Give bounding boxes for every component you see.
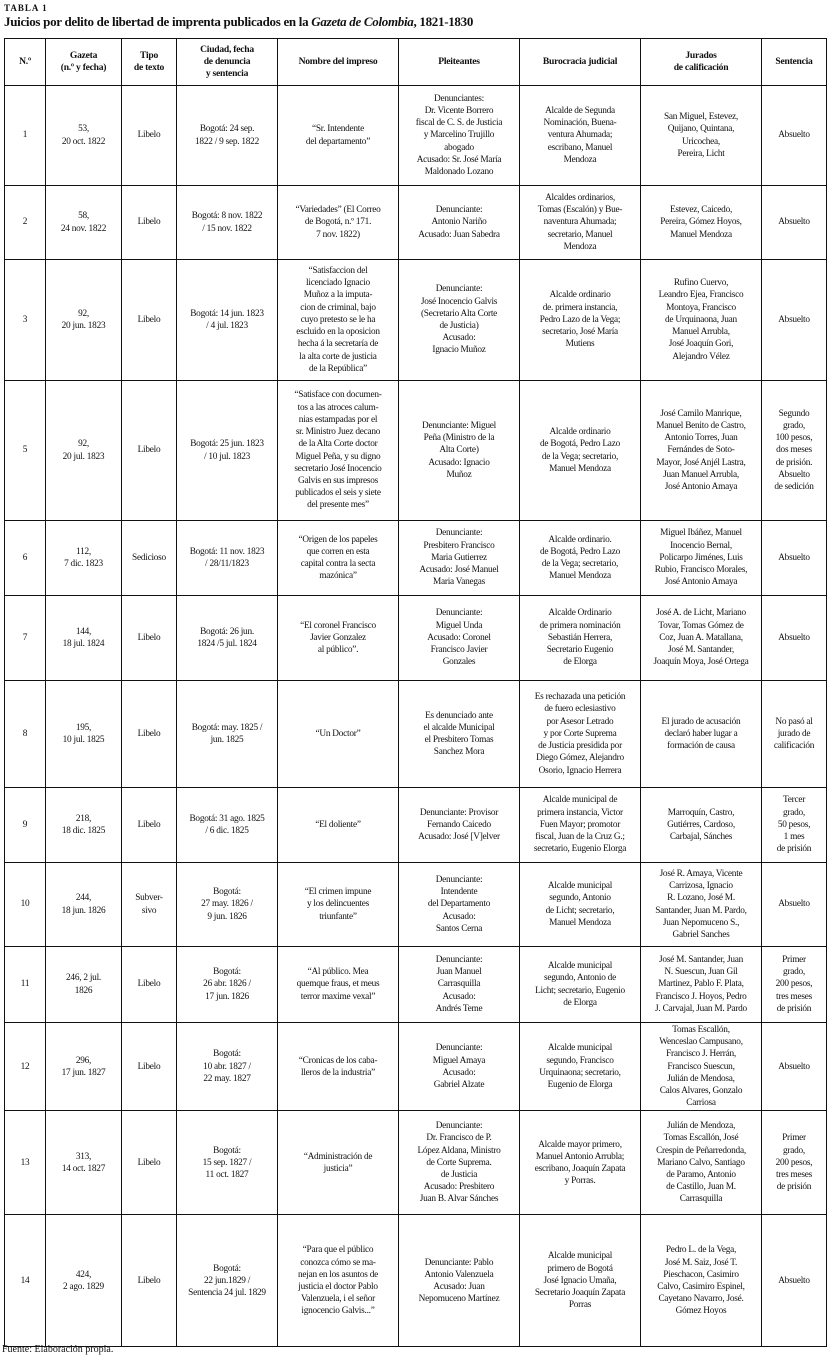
cell-jurados: Marroquín, Castro, Gutiérres, Cardoso, Carbajal, Sánches	[641, 788, 762, 863]
cell-ciudad: Bogotá: 14 jun. 1823 / 4 jul. 1823	[177, 260, 278, 381]
cell-burocracia: Alcalde mayor primero, Manuel Antonio Arrubla; escribano, Joaquín Zapata y Porras.	[520, 1111, 641, 1215]
table-title	[4, 14, 473, 30]
cell-pleiteantes: Denunciantes: Dr. Vicente Borrero fiscal de C. S. de Justicia y Marcelino Trujillo abogado Acusado: Sr. José María Maldonado Lozano	[399, 86, 520, 186]
cell-gazeta: 112, 7 dic. 1823	[46, 521, 122, 596]
cell-nombre: “El coronel Francisco Javier Gonzalez al público”.	[278, 596, 399, 681]
cell-pleiteantes: Denunciante: Miguel Amaya Acusado: Gabriel Alzate	[399, 1023, 520, 1111]
cell-pleiteantes: Denunciante: Presbitero Francisco Maria Gutierrez Acusado: José Manuel Maria Vanegas	[399, 521, 520, 596]
table-row	[5, 947, 827, 1023]
table-row	[5, 381, 827, 521]
cell-pleiteantes: Denunciante: Juan Manuel Carrasquilla Acusado: Andrés Teme	[399, 947, 520, 1023]
cell-burocracia: Es rechazada una petición de fuero eclesiastivo por Asesor Letrado y por Corte Suprema de Justicia presidida por Diego Gómez, Alejandro Osorio, Ignacio Herrera	[520, 681, 641, 788]
cell-jurados: José M. Santander, Juan N. Suescun, Juan Gil Martinez, Pablo F. Plata, Francisco J. Hoyos, Pedro J. Carvajal, Juan M. Pardo	[641, 947, 762, 1023]
header-nombre-impreso: Nombre del impreso	[278, 39, 399, 86]
cell-tipo: Subver- sivo	[122, 863, 177, 947]
cell-pleiteantes: Denunciante: Pablo Antonio Valenzuela Acusado: Juan Nepomuceno Martínez	[399, 1215, 520, 1347]
cell-nombre: “Al público. Mea quemque fraus, et meus terror maxime vexal”	[278, 947, 399, 1023]
title-suffix: , 1821-1830	[413, 14, 474, 29]
cell-pleiteantes: Denunciante: Dr. Francisco de P. López Aldana, Ministro de Corte Suprema. de Justicia Acusado: Presbitero Juan B. Alvar Sánches	[399, 1111, 520, 1215]
cell-nombre: “Satisface con documen- tos a las atroces calum- nias estampadas por el sr. Ministro Juez decano de la Alta Corte doctor Miguel Peña, y su digno secretario José Inocencio Galvis en sus impresos publicados el seis y siete del presente mes”	[278, 381, 399, 521]
cell-burocracia: Alcaldes ordinarios, Tomas (Escalón) y Bue- naventura Ahumada; secretario, Manuel Mendoza	[520, 186, 641, 260]
cell-jurados: Julián de Mendoza, Tomas Escallón, José Crespin de Peñarredonda, Mariano Calvo, Santiago de Paramo, Antonio de Castillo, Juan M. Carrasquilla	[641, 1111, 762, 1215]
cell-burocracia: Alcalde municipal primero de Bogotá José Ignacio Umaña, Secretario Joaquín Zapata Porras	[520, 1215, 641, 1347]
header-row	[5, 39, 827, 86]
table-row	[5, 681, 827, 788]
cell-jurados: Pedro L. de la Vega, José M. Saiz, José T. Pieschacon, Casimiro Calvo, Casimiro Espinel, Cayetano Navarro, José. Gómez Hoyos	[641, 1215, 762, 1347]
cell-gazeta: 218, 18 dic. 1825	[46, 788, 122, 863]
cell-sentencia: Absuelto	[762, 186, 827, 260]
cell-gazeta: 195, 10 jul. 1825	[46, 681, 122, 788]
table-row	[5, 1111, 827, 1215]
cell-gazeta: 313, 14 oct. 1827	[46, 1111, 122, 1215]
cell-sentencia: Primer grado, 200 pesos, tres meses de prisión	[762, 1111, 827, 1215]
cell-sentencia: Absuelto	[762, 521, 827, 596]
cell-n: 10	[5, 863, 46, 947]
cell-pleiteantes: Denunciante: Miguel Peña (Ministro de la Alta Corte) Acusado: Ignacio Muñoz	[399, 381, 520, 521]
cell-burocracia: Alcalde municipal de primera instancia, Victor Fuen Mayor; promotor fiscal, Juan de la Cruz G.; secretario, Eugenio Elorga	[520, 788, 641, 863]
cell-sentencia: Primer grado, 200 pesos, tres meses de prisión	[762, 947, 827, 1023]
header-ciudad-fecha: Ciudad, fecha de denuncia y sentencia	[177, 39, 278, 86]
cell-jurados: José Camilo Manrique, Manuel Benito de Castro, Antonio Torres, Juan Fernándes de Soto- Mayor, José Anjél Lastra, Juan Manuel Arrubla, José Antonio Amaya	[641, 381, 762, 521]
cell-gazeta: 58, 24 nov. 1822	[46, 186, 122, 260]
table-row	[5, 863, 827, 947]
cell-tipo: Libelo	[122, 681, 177, 788]
cell-n: 13	[5, 1111, 46, 1215]
cell-ciudad: Bogotá: 26 abr. 1826 / 17 jun. 1826	[177, 947, 278, 1023]
cell-burocracia: Alcalde ordinario. de Bogotá, Pedro Lazo de la Vega; secretario, Manuel Mendoza	[520, 521, 641, 596]
cell-tipo: Libelo	[122, 1215, 177, 1347]
table-row	[5, 86, 827, 186]
cell-tipo: Libelo	[122, 260, 177, 381]
cell-sentencia: Absuelto	[762, 86, 827, 186]
cell-ciudad: Bogotá: 11 nov. 1823 / 28/11/1823	[177, 521, 278, 596]
cell-tipo: Libelo	[122, 1111, 177, 1215]
cell-gazeta: 92, 20 jun. 1823	[46, 260, 122, 381]
header-pleiteantes: Pleiteantes	[399, 39, 520, 86]
cell-nombre: “Variedades” (El Correo de Bogotá, n.º 171. 7 nov. 1822)	[278, 186, 399, 260]
cell-tipo: Libelo	[122, 947, 177, 1023]
cell-jurados: El jurado de acusación declaró haber lugar a formación de causa	[641, 681, 762, 788]
cell-pleiteantes: Denunciante: Antonio Nariño Acusado: Juan Sabedra	[399, 186, 520, 260]
cell-sentencia: Absuelto	[762, 260, 827, 381]
cell-n: 5	[5, 381, 46, 521]
cell-ciudad: Bogotá: 31 ago. 1825 / 6 dic. 1825	[177, 788, 278, 863]
cell-burocracia: Alcalde de Segunda Nominación, Buena- ventura Ahumada; escribano, Manuel Mendoza	[520, 86, 641, 186]
header-sentencia: Sentencia	[762, 39, 827, 86]
cell-jurados: Rufino Cuervo, Leandro Ejea, Francisco Montoya, Francisco de Urquinaona, Juan Manuel Arrubla, José Joaquín Gori, Alejandro Vélez	[641, 260, 762, 381]
cell-nombre: “Cronicas de los caba- lleros de la industria”	[278, 1023, 399, 1111]
cell-burocracia: Alcalde municipal segundo, Francisco Urquinaona; secretario, Eugenio de Elorga	[520, 1023, 641, 1111]
cell-gazeta: 244, 18 jun. 1826	[46, 863, 122, 947]
cell-pleiteantes: Denunciante: José Inocencio Galvis (Secretario Alta Corte de Justicia) Acusado: Ignacio Muñoz	[399, 260, 520, 381]
cell-nombre: “Para que el público conozca cómo se ma- nejan en los asuntos de justicia el doctor Pablo Valenzuela, i el señor ignocencio Galvis...”	[278, 1215, 399, 1347]
cell-sentencia: Absuelto	[762, 863, 827, 947]
cell-gazeta: 296, 17 jun. 1827	[46, 1023, 122, 1111]
trials-table	[4, 38, 827, 1347]
header-jurados: Jurados de calificación	[641, 39, 762, 86]
cell-n: 14	[5, 1215, 46, 1347]
cell-sentencia: Absuelto	[762, 1215, 827, 1347]
table-row	[5, 596, 827, 681]
cell-nombre: “Administración de justicia”	[278, 1111, 399, 1215]
header-gazeta: Gazeta (n.º y fecha)	[46, 39, 122, 86]
cell-burocracia: Alcalde municipal segundo, Antonio de Licht; secretario, Eugenio de Elorga	[520, 947, 641, 1023]
cell-burocracia: Alcalde ordinario de Bogotá, Pedro Lazo de la Vega; secretario, Manuel Mendoza	[520, 381, 641, 521]
table-row	[5, 260, 827, 381]
cell-sentencia: Tercer grado, 50 pesos, 1 mes de prisión	[762, 788, 827, 863]
table-row	[5, 521, 827, 596]
table-row	[5, 1023, 827, 1111]
cell-ciudad: Bogotá: may. 1825 / jun. 1825	[177, 681, 278, 788]
table-row	[5, 788, 827, 863]
title-italic: Gazeta de Colombia	[311, 14, 414, 29]
cell-jurados: Estevez, Caicedo, Pereira, Gómez Hoyos, Manuel Mendoza	[641, 186, 762, 260]
cell-nombre: “Sr. Intendente del departamento”	[278, 86, 399, 186]
cell-gazeta: 246, 2 jul. 1826	[46, 947, 122, 1023]
cell-sentencia: Segundo grado, 100 pesos, dos meses de prisión. Absuelto de sedición	[762, 381, 827, 521]
cell-gazeta: 53, 20 oct. 1822	[46, 86, 122, 186]
cell-sentencia: Absuelto	[762, 596, 827, 681]
cell-n: 2	[5, 186, 46, 260]
cell-nombre: “El doliente”	[278, 788, 399, 863]
cell-ciudad: Bogotá: 24 sep. 1822 / 9 sep. 1822	[177, 86, 278, 186]
cell-sentencia: Absuelto	[762, 1023, 827, 1111]
cell-tipo: Sedicioso	[122, 521, 177, 596]
header-number: N.º	[5, 39, 46, 86]
cell-tipo: Libelo	[122, 186, 177, 260]
header-tipo: Tipo de texto	[122, 39, 177, 86]
cell-tipo: Libelo	[122, 381, 177, 521]
title-prefix: Juicios por delito de libertad de imprenta publicados en la	[4, 14, 312, 29]
cell-nombre: “Satisfaccion del licenciado Ignacio Muñoz a la imputa- cion de criminal, bajo cuyo pretesto se le ha escluido en la oposicion hecha á la secretaría de la alta corte de justicia de la República”	[278, 260, 399, 381]
cell-ciudad: Bogotá: 8 nov. 1822 / 15 nov. 1822	[177, 186, 278, 260]
cell-ciudad: Bogotá: 10 abr. 1827 / 22 may. 1827	[177, 1023, 278, 1111]
cell-jurados: José R. Amaya, Vicente Carrizosa, Ignacio R. Lozano, José M. Santander, Juan M. Pardo, Juan Nepomuceno S., Gabriel Sanches	[641, 863, 762, 947]
cell-n: 9	[5, 788, 46, 863]
cell-gazeta: 92, 20 jul. 1823	[46, 381, 122, 521]
cell-jurados: Miguel Ibáñez, Manuel Inocencio Bernal, Policarpo Jiménes, Luis Rubio, Francisco Morales, José Antonio Amaya	[641, 521, 762, 596]
cell-n: 12	[5, 1023, 46, 1111]
cell-n: 7	[5, 596, 46, 681]
cell-n: 6	[5, 521, 46, 596]
cell-pleiteantes: Es denunciado ante el alcalde Municipal el Presbitero Tomas Sanchez Mora	[399, 681, 520, 788]
cell-tipo: Libelo	[122, 596, 177, 681]
cell-nombre: “Origen de los papeles que corren en esta capital contra la secta mazónica”	[278, 521, 399, 596]
cell-n: 11	[5, 947, 46, 1023]
cell-pleiteantes: Denunciante: Intendente del Departamento Acusado: Santos Cerna	[399, 863, 520, 947]
cell-tipo: Libelo	[122, 788, 177, 863]
cell-sentencia: No pasó al jurado de calificación	[762, 681, 827, 788]
cell-gazeta: 144, 18 jul. 1824	[46, 596, 122, 681]
cell-nombre: “Un Doctor”	[278, 681, 399, 788]
table-label: TABLA 1	[4, 3, 48, 13]
table-row	[5, 1215, 827, 1347]
cell-burocracia: Alcalde Ordinario de primera nominación Sebastián Herrera, Secretario Eugenio de Elorga	[520, 596, 641, 681]
cell-ciudad: Bogotá: 15 sep. 1827 / 11 oct. 1827	[177, 1111, 278, 1215]
cell-burocracia: Alcalde ordinario de. primera instancia, Pedro Lazo de la Vega; secretario, José María Mutiens	[520, 260, 641, 381]
cell-jurados: José A. de Licht, Mariano Tovar, Tomas Gómez de Coz, Juan A. Matallana, José M. Santander, Joaquín Moya, José Ortega	[641, 596, 762, 681]
cell-pleiteantes: Denunciante: Provisor Fernando Caicedo Acusado: José [V]elver	[399, 788, 520, 863]
cell-ciudad: Bogotá: 22 jun.1829 / Sentencia 24 jul. 1829	[177, 1215, 278, 1347]
cell-ciudad: Bogotá: 27 may. 1826 / 9 jun. 1826	[177, 863, 278, 947]
cell-ciudad: Bogotá: 25 jun. 1823 / 10 jul. 1823	[177, 381, 278, 521]
cell-n: 8	[5, 681, 46, 788]
cell-gazeta: 424, 2 ago. 1829	[46, 1215, 122, 1347]
cell-n: 1	[5, 86, 46, 186]
header-burocracia: Burocracia judicial	[520, 39, 641, 86]
cell-pleiteantes: Denunciante: Miguel Unda Acusado: Coronel Francisco Javier Gonzales	[399, 596, 520, 681]
table-row	[5, 186, 827, 260]
cell-nombre: “El crimen impune y los delincuentes triunfante”	[278, 863, 399, 947]
source-note: Fuente: Elaboración propia.	[2, 1344, 114, 1355]
cell-ciudad: Bogotá: 26 jun. 1824 /5 jul. 1824	[177, 596, 278, 681]
cell-jurados: Tomas Escallón, Wenceslao Campusano, Francisco J. Herrán, Francisco Suescun, Julián de Mendosa, Calos Alvares, Gonzalo Carriosa	[641, 1023, 762, 1111]
cell-jurados: San Miguel, Estevez, Quijano, Quintana, Uricochea, Pereira, Licht	[641, 86, 762, 186]
cell-burocracia: Alcalde municipal segundo, Antonio de Licht; secretario, Manuel Mendoza	[520, 863, 641, 947]
cell-tipo: Libelo	[122, 86, 177, 186]
cell-tipo: Libelo	[122, 1023, 177, 1111]
cell-n: 3	[5, 260, 46, 381]
